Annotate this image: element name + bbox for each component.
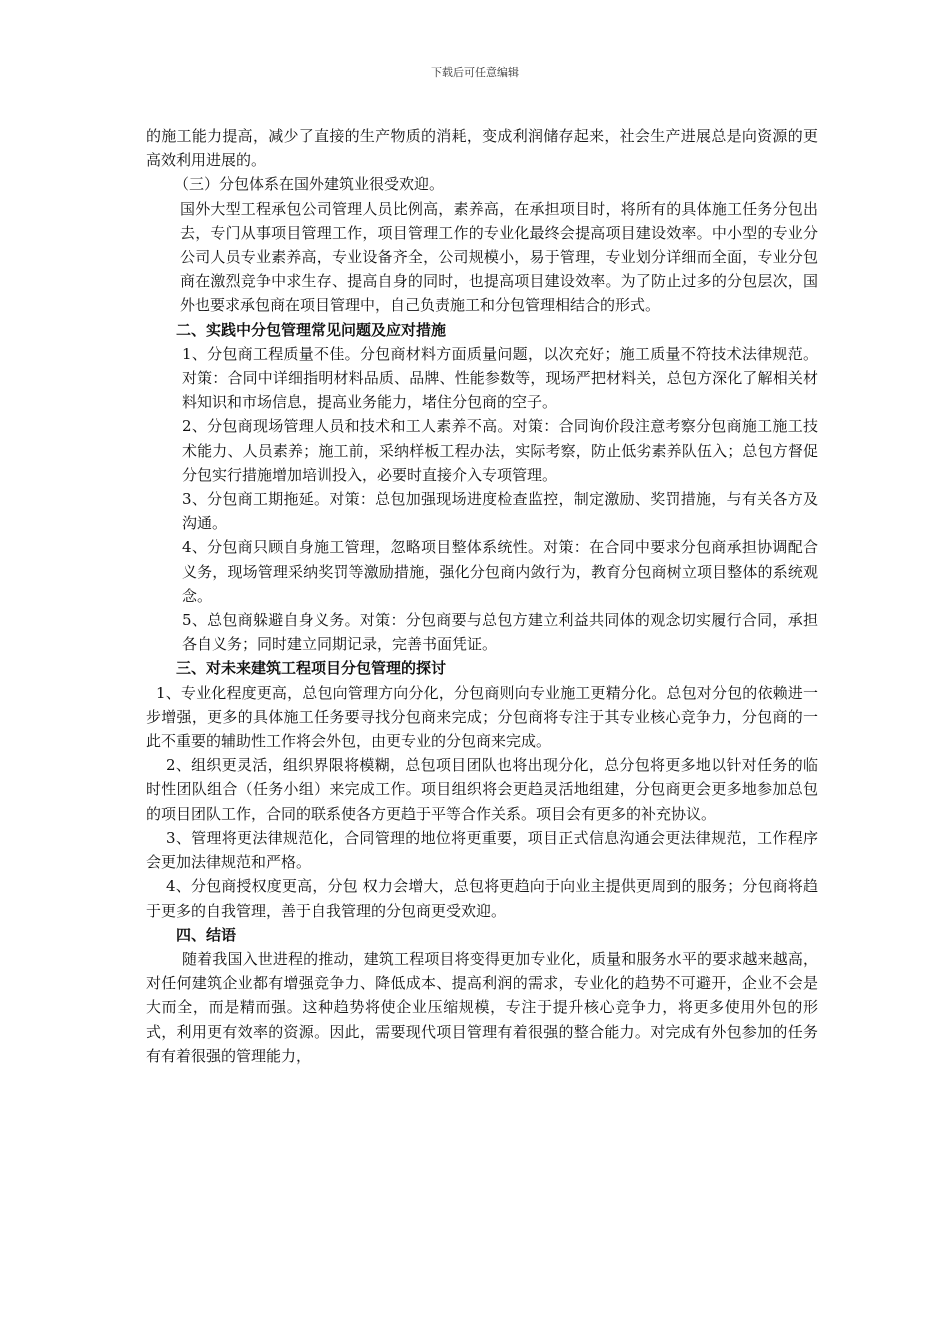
- list-item: 4、分包商只顾自身施工管理，忽略项目整体系统性。对策：在合同中要求分包商承担协调配合义务，现场管理采纳奖罚等激励措施，强化分包商内敛行为，教育分包商树立项目整体的系统观念。: [182, 538, 818, 605]
- subheading: （三）分包体系在国外建筑业很受欢迎。: [174, 175, 445, 194]
- list-item: 4、分包商授权度更高，分包 权力会增大，总包将更趋向于向业主提供更周到的服务；分包商将趋于更多的自我管理，善于自我管理的分包商更受欢迎。: [146, 877, 818, 920]
- list-item: 2、分包商现场管理人员和技术和工人素养不高。对策：合同询价段注意考察分包商施工施工技术能力、人员素养；施工前，采纳样板工程办法，实际考察，防止低劣素养队伍入；总包方督促分包实行措施增加培训投入，必要时直接介入专项管理。: [182, 417, 818, 484]
- section-heading: 三、对未来建筑工程项目分包管理的探讨: [176, 659, 447, 678]
- list-item: 5、总包商躲避自身义务。对策：分包商要与总包方建立利益共同体的观念切实履行合同，承担各自义务；同时建立同期记录，完善书面凭证。: [182, 611, 818, 654]
- paragraph: 国外大型工程承包公司管理人员比例高，素养高，在承担项目时，将所有的具体施工任务分包出去，专门从事项目管理工作，项目管理工作的专业化最终会提高项目建设效率。中小型的专业分公司人员专业素养高，专业设备齐全，公司规模小，易于管理，专业划分详细而全面，专业分包商在激烈竞争中求生存、提高自身的同时，也提高项目建设效率。为了防止过多的分包层次，国外也要求承包商在项目管理中，自己负责施工和分包管理相结合的形式。: [180, 199, 818, 315]
- paragraph: 随着我国入世进程的推动，建筑工程项目将变得更加专业化，质量和服务水平的要求越来越高，对任何建筑企业都有增强竞争力、降低成本、提高利润的需求，专业化的趋势不可避开，企业不会是大而全，而是精而强。这种趋势将使企业压缩规模，专注于提升核心竞争力，将更多使用外包的形式，利用更有效率的资源。因此，需要现代项目管理有着很强的整合能力。对完成有外包参加的任务有有着很强的管理能力，: [146, 949, 818, 1065]
- section-heading: 二、实践中分包管理常见问题及应对措施: [176, 320, 447, 339]
- document-body: [146, 124, 818, 1068]
- list-item: 3、管理将更法律规范化，合同管理的地位将更重要，项目正式信息沟通会更法律规范，工作程序会更加法律规范和严格。: [146, 828, 818, 872]
- page-header: 下载后可任意编辑: [431, 66, 519, 79]
- paragraph: 的施工能力提高，减少了直接的生产物质的消耗，变成利润储存起来，社会生产进展总是向资源的更高效利用进展的。: [146, 127, 818, 170]
- list-item: 1、分包商工程质量不佳。分包商材料方面质量问题，以次充好；施工质量不符技术法律规范。对策：合同中详细指明材料品质、品牌、性能参数等，现场严把材料关，总包方深化了解相关材料知识和市场信息，提高业务能力，堵住分包商的空子。: [182, 344, 818, 412]
- list-item: 2、组织更灵活，组织界限将模糊，总包项目团队也将出现分化，总分包将更多地以针对任务的临时性团队组合（任务小组）来完成工作。项目组织将会更趋灵活地组建，分包商更会更多地参加总包的项目团队工作，合同的联系使各方更趋于平等合作关系。项目会有更多的补充协议。: [146, 756, 818, 823]
- list-item: 1、专业化程度更高，总包向管理方向分化，分包商则向专业施工更精分化。总包对分包的依赖进一步增强，更多的具体施工任务要寻找分包商来完成；分包商将专注于其专业核心竞争力，分包商的一此不重要的辅助性工作将会外包，由更专业的分包商来完成。: [146, 683, 818, 751]
- section-heading: 四、结语: [176, 925, 237, 944]
- list-item: 3、分包商工期拖延。对策：总包加强现场进度检查监控，制定激励、奖罚措施，与有关各方及沟通。: [182, 490, 818, 533]
